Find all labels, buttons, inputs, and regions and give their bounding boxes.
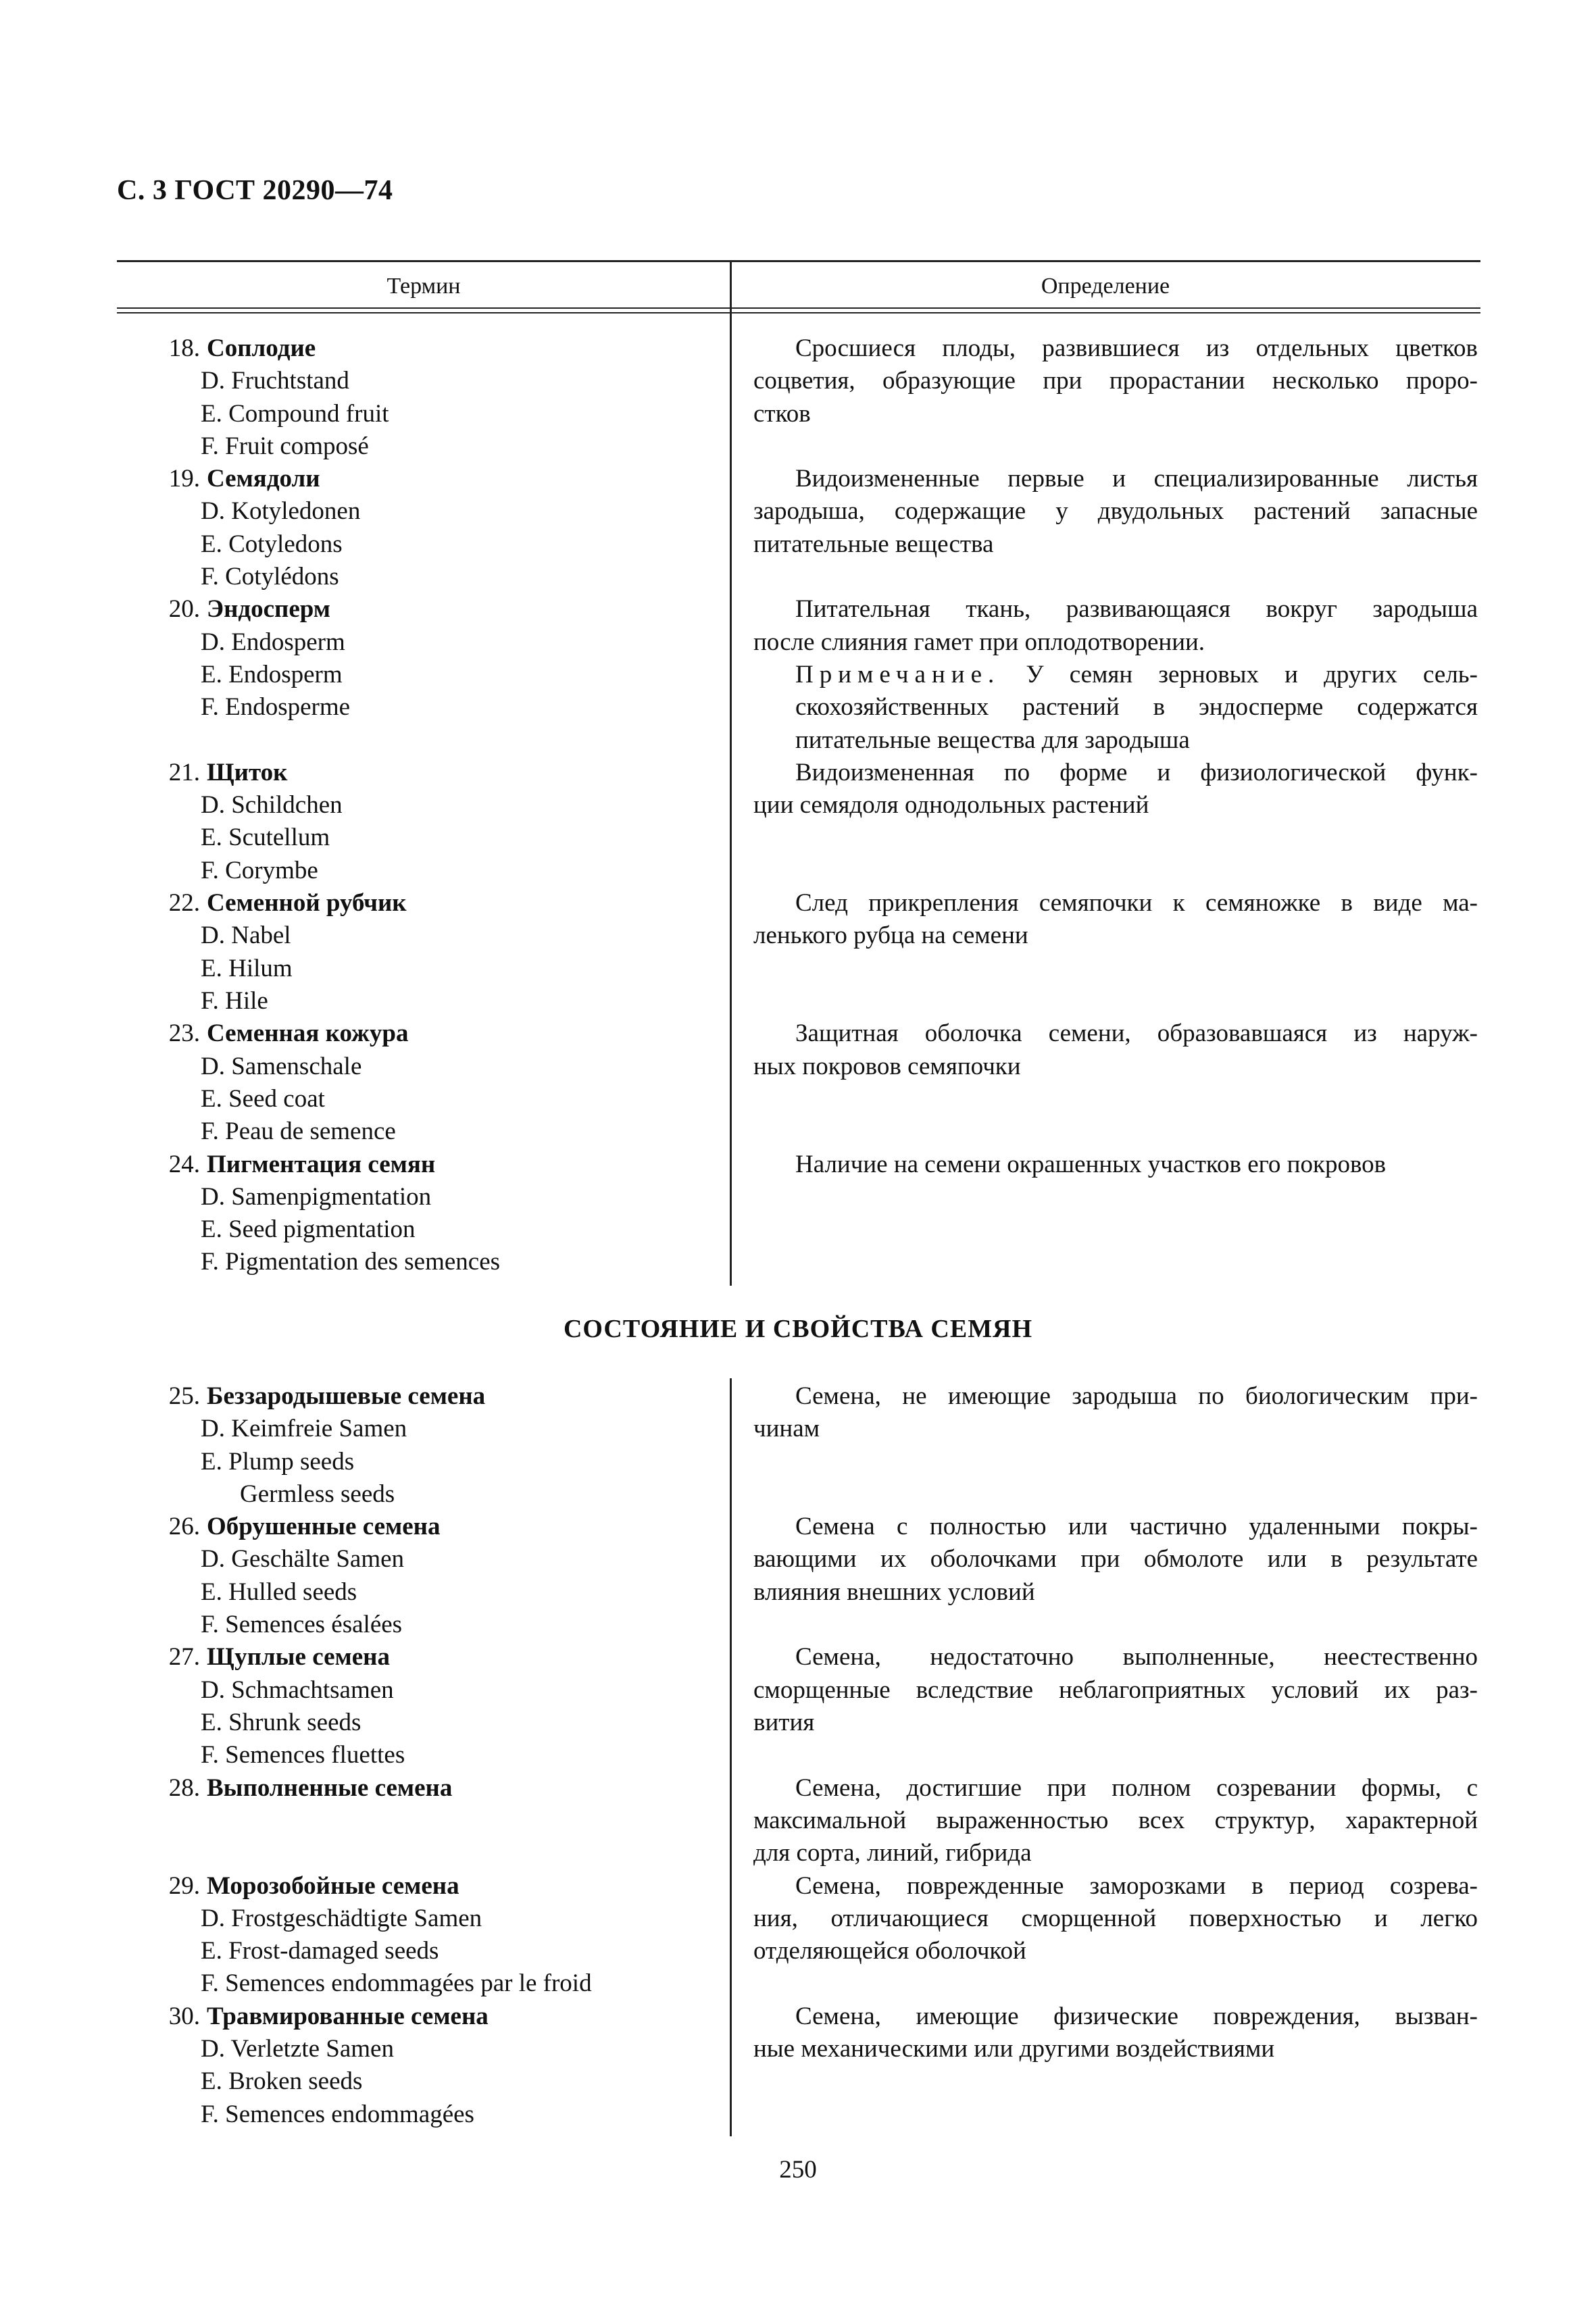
term-translation: D. Kotyledonen xyxy=(201,497,361,526)
term-heading xyxy=(150,593,718,626)
definition-text: Питательная ткань, развивающаяся вокруг зародыша xyxy=(795,595,1478,624)
definition-note: питательные вещества для зародыша xyxy=(795,726,1190,754)
term-translation: D. Nabel xyxy=(201,922,291,950)
term-translation: D. Schildchen xyxy=(201,791,343,820)
term-translation: F. Semences endommagées xyxy=(201,2100,474,2128)
term-translation: F. Peau de semence xyxy=(201,1117,396,1146)
term-translation: D. Schmachtsamen xyxy=(201,1676,394,1704)
definition-text: Защитная оболочка семени, образовавшаяся из наруж- xyxy=(795,1020,1478,1048)
term-heading xyxy=(150,1380,718,1413)
definition-text: ции семядоля однодольных растений xyxy=(753,791,1149,820)
table-header-rule-double xyxy=(117,312,1480,313)
term-column xyxy=(150,593,718,724)
definition-text: ные механическими или другими воздействиями xyxy=(753,2034,1275,2063)
term-column xyxy=(150,887,718,1017)
definition-text: Семена, не имеющие зародыша по биологическим при- xyxy=(795,1382,1478,1410)
term-heading xyxy=(150,1017,718,1050)
definition-column xyxy=(753,1772,1478,1870)
note-label: Примечание. xyxy=(795,660,1001,688)
term-translation: F. Fruit composé xyxy=(201,432,369,460)
definition-text: Семена, достигшие при полном созревании формы, с xyxy=(795,1774,1478,1802)
page-header: С. 3 ГОСТ 20290—74 xyxy=(117,175,393,206)
term-number: 28. xyxy=(168,1774,200,1802)
definition-text: для сорта, линий, гибрида xyxy=(753,1839,1032,1867)
column-divider xyxy=(730,260,732,1286)
term-number: 27. xyxy=(168,1643,200,1671)
definition-column xyxy=(753,463,1478,561)
definition-text: сморщенные вследствие неблагоприятных условий их раз- xyxy=(753,1676,1478,1704)
term-heading xyxy=(150,2001,718,2033)
definition-note: Примечание. У семян зерновых и других сель- xyxy=(795,660,1478,688)
term-column xyxy=(150,1772,718,1805)
definition-column xyxy=(753,1149,1478,1181)
definition-text: влияния внешних условий xyxy=(753,1578,1035,1606)
term-translation: D. Samenschale xyxy=(201,1052,362,1080)
term-number: 30. xyxy=(168,2002,200,2030)
term-name: Пигментация семян xyxy=(207,1150,436,1178)
term-translation: E. Plump seeds xyxy=(201,1447,355,1476)
definition-text: после слияния гамет при оплодотворении. xyxy=(753,628,1205,656)
definition-column xyxy=(753,757,1478,822)
definition-text: Семена, недостаточно выполненные, неестественно xyxy=(795,1643,1478,1671)
term-name: Морозобойные семена xyxy=(207,1871,459,1900)
term-translation: E. Hilum xyxy=(201,954,293,982)
definition-text: ния, отличающиеся сморщенной поверхностью и легко xyxy=(753,1904,1478,1932)
term-translation: F. Hile xyxy=(201,986,268,1015)
term-translation: E. Seed coat xyxy=(201,1084,325,1113)
column-divider xyxy=(730,1378,732,2136)
term-column xyxy=(150,1870,718,2001)
term-number: 24. xyxy=(168,1150,200,1178)
definition-column xyxy=(753,332,1478,430)
term-number: 18. xyxy=(168,334,200,362)
term-translation: D. Fruchtstand xyxy=(201,367,349,395)
term-column xyxy=(150,1641,718,1771)
definition-text: вития xyxy=(753,1708,815,1736)
definition-text: Наличие на семени окрашенных участков его покровов xyxy=(795,1150,1387,1178)
definition-text: стков xyxy=(753,399,811,428)
term-name: Семенная кожура xyxy=(207,1020,409,1048)
definition-text: зародыша, содержащие у двудольных растений запасные xyxy=(753,497,1478,526)
term-number: 21. xyxy=(168,758,200,786)
term-translation: F. Semences endommagées par le froid xyxy=(201,1969,592,1998)
term-number: 19. xyxy=(168,465,200,493)
term-name: Эндосперм xyxy=(207,595,331,624)
term-translation: Germless seeds xyxy=(240,1480,395,1508)
term-heading xyxy=(150,1870,718,1903)
term-name: Травмированные семена xyxy=(207,2002,489,2030)
term-number: 29. xyxy=(168,1871,200,1900)
definition-text: вающими их оболочками при обмолоте или в результате xyxy=(753,1545,1478,1574)
term-name: Беззародышевые семена xyxy=(207,1382,486,1410)
term-translation: E. Hulled seeds xyxy=(201,1578,357,1606)
term-translation: D. Verletzte Samen xyxy=(201,2034,394,2063)
definition-column xyxy=(753,2001,1478,2066)
definition-text: Сросшиеся плоды, развившиеся из отдельных цветков xyxy=(795,334,1478,362)
definition-text: отделяющейся оболочкой xyxy=(753,1937,1026,1965)
term-column xyxy=(150,1511,718,1641)
term-translation: D. Endosperm xyxy=(201,628,345,656)
term-translation: D. Frostgeschädtigte Samen xyxy=(201,1904,482,1932)
term-heading xyxy=(150,332,718,365)
definition-column xyxy=(753,1641,1478,1739)
term-translation: E. Endosperm xyxy=(201,660,343,688)
column-header-term: Термин xyxy=(386,274,461,299)
term-heading xyxy=(150,1149,718,1181)
term-number: 22. xyxy=(168,889,200,917)
term-translation: F. Cotylédons xyxy=(201,563,339,591)
term-name: Щуплые семена xyxy=(207,1643,390,1671)
term-translation: F. Pigmentation des semences xyxy=(201,1248,501,1276)
definition-text: ленького рубца на семени xyxy=(753,922,1028,950)
term-number: 23. xyxy=(168,1020,200,1048)
term-name: Семенной рубчик xyxy=(207,889,407,917)
term-column xyxy=(150,1380,718,1511)
definition-text: След прикрепления семяпочки к семяножке в виде ма- xyxy=(795,889,1478,917)
term-translation: E. Compound fruit xyxy=(201,399,389,428)
column-header-definition: Определение xyxy=(1041,274,1170,299)
term-number: 20. xyxy=(168,595,200,624)
definition-column xyxy=(753,1017,1478,1083)
term-column xyxy=(150,757,718,887)
term-translation: E. Cotyledons xyxy=(201,530,343,558)
table-top-rule xyxy=(117,260,1480,262)
term-number: 25. xyxy=(168,1382,200,1410)
definition-text: Семена с полностью или частично удаленными покры- xyxy=(795,1513,1478,1541)
term-translation: E. Scutellum xyxy=(201,824,330,852)
term-translation: F. Endosperme xyxy=(201,693,351,722)
term-heading xyxy=(150,1772,718,1805)
term-name: Выполненные семена xyxy=(207,1774,453,1802)
definition-text: Видоизмененные первые и специализированные листья xyxy=(795,465,1478,493)
term-column xyxy=(150,332,718,463)
term-column xyxy=(150,1149,718,1279)
term-column xyxy=(150,2001,718,2131)
table-header xyxy=(117,260,1480,313)
definition-column xyxy=(753,1870,1478,1968)
term-column xyxy=(150,463,718,593)
page-number: 250 xyxy=(779,2156,817,2184)
term-heading xyxy=(150,463,718,495)
term-name: Соплодие xyxy=(207,334,316,362)
definition-note: скохозяйственных растений в эндосперме содержатся xyxy=(795,693,1478,722)
term-translation: D. Geschälte Samen xyxy=(201,1545,405,1574)
definition-text: Семена, имеющие физические повреждения, вызван- xyxy=(795,2002,1478,2030)
definition-text: Семена, поврежденные заморозками в период созрева- xyxy=(795,1871,1478,1900)
term-column xyxy=(150,1017,718,1148)
term-name: Семядоли xyxy=(207,465,320,493)
term-translation: F. Semences fluettes xyxy=(201,1741,405,1769)
definition-column xyxy=(753,593,1478,756)
definition-text: питательные вещества xyxy=(753,530,994,558)
term-translation: E. Broken seeds xyxy=(201,2067,363,2096)
term-heading xyxy=(150,887,718,920)
definition-column xyxy=(753,887,1478,953)
term-translation: D. Keimfreie Samen xyxy=(201,1415,407,1443)
term-translation: E. Frost-damaged seeds xyxy=(201,1937,439,1965)
term-translation: F. Semences ésalées xyxy=(201,1611,403,1639)
term-heading xyxy=(150,757,718,789)
definition-column xyxy=(753,1511,1478,1609)
term-number: 26. xyxy=(168,1513,200,1541)
term-translation: D. Samenpigmentation xyxy=(201,1182,432,1211)
definition-text: соцветия, образующие при прорастании несколько проро- xyxy=(753,367,1478,395)
term-name: Обрушенные семена xyxy=(207,1513,441,1541)
definition-column xyxy=(753,1380,1478,1446)
section-title: СОСТОЯНИЕ И СВОЙСТВА СЕМЯН xyxy=(563,1315,1033,1343)
definition-text: максимальной выраженностью всех структур, характерной xyxy=(753,1806,1478,1834)
table-header-rule xyxy=(117,307,1480,309)
term-translation: F. Corymbe xyxy=(201,856,318,884)
term-heading xyxy=(150,1511,718,1543)
definition-text: чинам xyxy=(753,1415,820,1443)
definition-text: Видоизмененная по форме и физиологической функ- xyxy=(795,758,1478,786)
term-name: Щиток xyxy=(207,758,288,786)
term-heading xyxy=(150,1641,718,1674)
definition-text: ных покровов семяпочки xyxy=(753,1052,1021,1080)
term-translation: E. Shrunk seeds xyxy=(201,1708,361,1736)
term-translation: E. Seed pigmentation xyxy=(201,1215,416,1244)
